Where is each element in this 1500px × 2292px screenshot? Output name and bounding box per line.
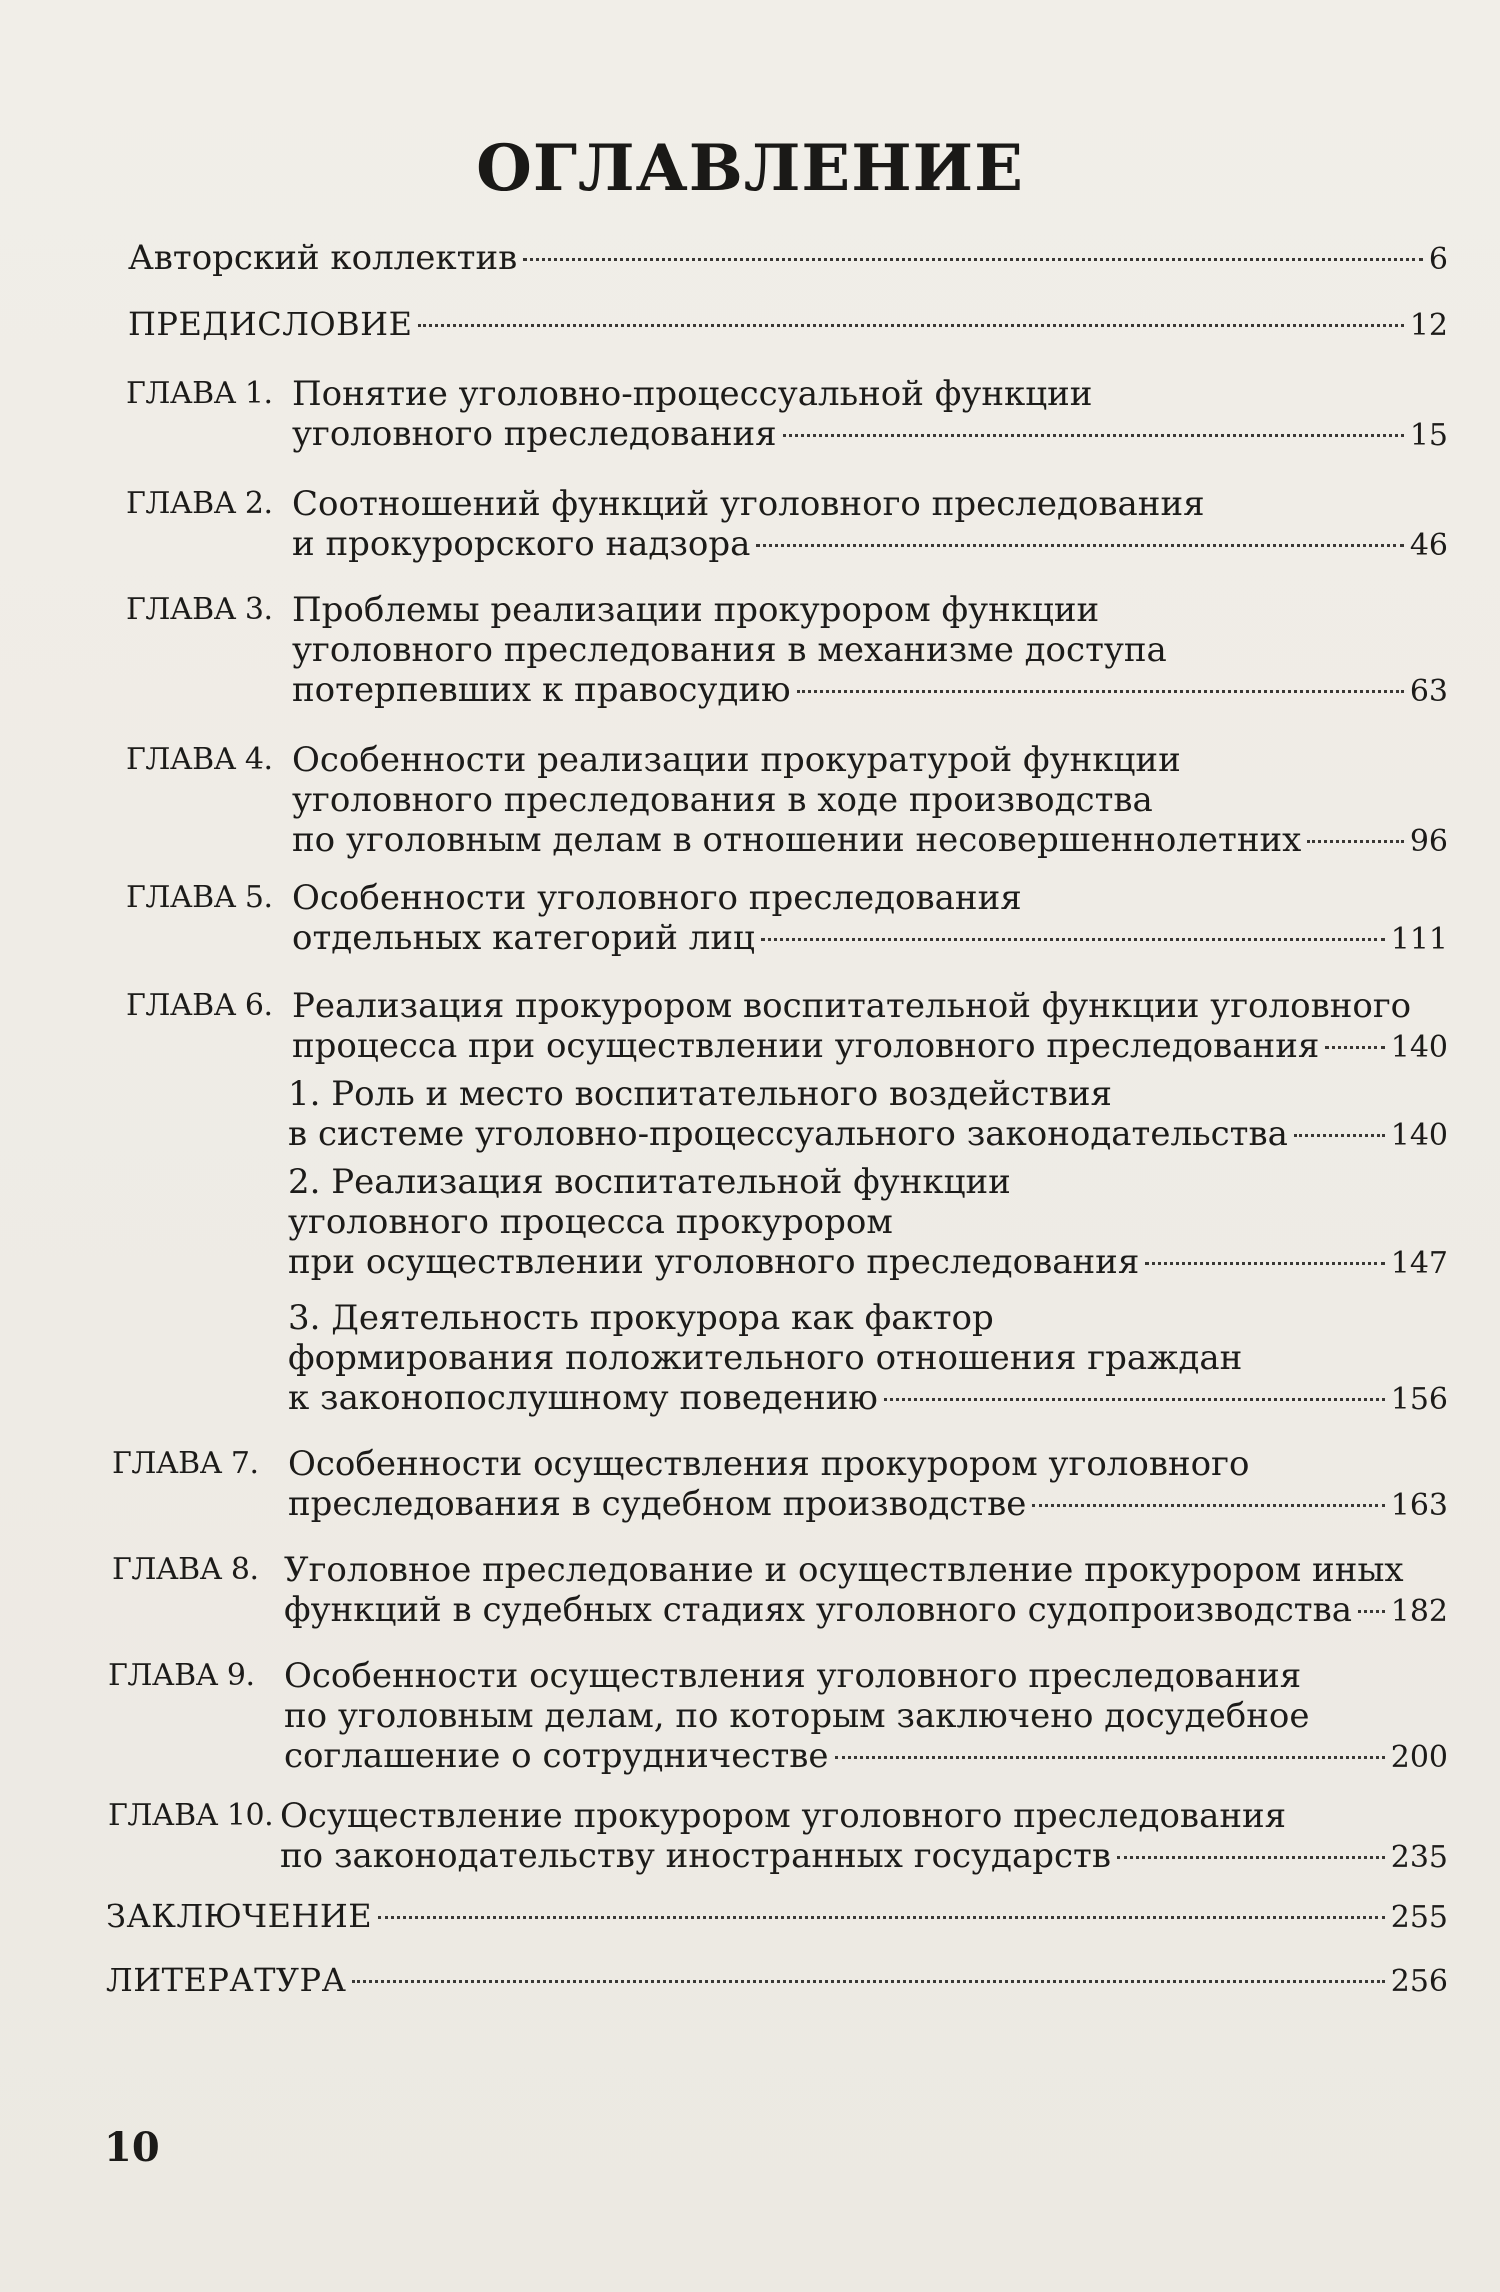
toc-entry-line: уголовного преследования в механизме доступа <box>292 630 1167 670</box>
page-number: 10 <box>104 2124 160 2171</box>
toc-entry-line: уголовного процесса прокурором <box>288 1202 893 1242</box>
dot-leader <box>1117 1856 1385 1859</box>
toc-entry-last-line <box>288 1242 1448 1284</box>
chapter-label: ГЛАВА 8. <box>112 1552 259 1587</box>
toc-entry-line: Проблемы реализации прокурором функции <box>292 590 1100 630</box>
toc-page-number: 235 <box>1390 1840 1448 1875</box>
toc-page-number: 96 <box>1409 824 1448 859</box>
toc-entry-line: преследования в судебном производстве <box>288 1484 1027 1524</box>
dot-leader <box>1358 1610 1385 1613</box>
toc-entry-line: 3. Деятельность прокурора как фактор <box>288 1298 994 1338</box>
toc-entry-line: Понятие уголовно-процессуальной функции <box>292 374 1093 414</box>
dot-leader <box>884 1398 1385 1401</box>
toc-entry-line: ЗАКЛЮЧЕНИЕ <box>106 1897 373 1935</box>
toc-page-number: 140 <box>1390 1030 1448 1065</box>
toc-entry-last-line <box>128 304 1448 346</box>
dot-leader <box>1294 1134 1385 1137</box>
toc-entry-last-line <box>284 1590 1448 1632</box>
chapter-label: ГЛАВА 7. <box>112 1446 259 1481</box>
dot-leader <box>835 1756 1385 1759</box>
toc-page-number: 163 <box>1390 1488 1448 1523</box>
toc-entry-line: в системе уголовно-процессуального законодательства <box>288 1114 1288 1154</box>
dot-leader <box>1307 840 1403 843</box>
dot-leader <box>378 1916 1385 1919</box>
toc-entry-line: формирования положительного отношения граждан <box>288 1338 1243 1378</box>
chapter-label: ГЛАВА 4. <box>126 742 273 777</box>
toc-entry-line: Особенности осуществления уголовного преследования <box>284 1656 1302 1696</box>
toc-page-number: 46 <box>1409 528 1448 563</box>
toc-entry-line: по уголовным делам, по которым заключено досудебное <box>284 1696 1310 1736</box>
dot-leader <box>523 258 1423 261</box>
toc-entry-line: процесса при осуществлении уголовного преследования <box>292 1026 1320 1066</box>
toc-entry-last-line <box>106 1960 1448 2002</box>
dot-leader <box>797 690 1404 693</box>
toc-entry-line: отдельных категорий лиц <box>292 918 755 958</box>
toc-entry-last-line <box>292 918 1448 960</box>
toc-page-number: 200 <box>1390 1740 1448 1775</box>
toc-entry-line: Особенности осуществления прокурором уголовного <box>288 1444 1250 1484</box>
toc-page-number: 156 <box>1390 1382 1448 1417</box>
chapter-label: ГЛАВА 9. <box>108 1658 255 1693</box>
toc-page-number: 6 <box>1428 242 1448 277</box>
toc-entry-line: 2. Реализация воспитательной функции <box>288 1162 1011 1202</box>
chapter-label: ГЛАВА 6. <box>126 988 273 1023</box>
toc-entry-last-line <box>292 820 1448 862</box>
dot-leader <box>1145 1262 1384 1265</box>
chapter-label: ГЛАВА 1. <box>126 376 273 411</box>
toc-entry-line: и прокурорского надзора <box>292 524 751 564</box>
toc-page-number: 147 <box>1390 1246 1448 1281</box>
toc-entry-last-line <box>292 670 1448 712</box>
toc-entry-last-line <box>288 1114 1448 1156</box>
toc-entry-line: 1. Роль и место воспитательного воздействия <box>288 1074 1112 1114</box>
dot-leader <box>418 324 1403 327</box>
toc-page-number: 182 <box>1390 1594 1448 1629</box>
toc-entry-line: ЛИТЕРАТУРА <box>106 1961 347 1999</box>
toc-entry-line: уголовного преследования в ходе производства <box>292 780 1153 820</box>
toc-entry-last-line <box>288 1484 1448 1526</box>
chapter-label: ГЛАВА 2. <box>126 486 273 521</box>
toc-entry-line: уголовного преследования <box>292 414 777 454</box>
toc-entry-last-line <box>292 1026 1448 1068</box>
toc-entry-last-line <box>292 524 1448 566</box>
toc-entry-line: соглашение о сотрудничестве <box>284 1736 829 1776</box>
dot-leader <box>783 434 1404 437</box>
toc-page-number: 63 <box>1409 674 1448 709</box>
toc-entry-line: по уголовным делам в отношении несовершеннолетних <box>292 820 1302 860</box>
toc-page-number: 140 <box>1390 1118 1448 1153</box>
toc-entry-line: Особенности реализации прокуратурой функции <box>292 740 1181 780</box>
toc-entry-line: Осуществление прокурором уголовного преследования <box>280 1796 1287 1836</box>
dot-leader <box>761 938 1385 941</box>
toc-entry-line: по законодательству иностранных государств <box>280 1836 1111 1876</box>
dot-leader <box>1325 1046 1384 1049</box>
toc-entry-line: Соотношений функций уголовного преследования <box>292 484 1205 524</box>
chapter-label: ГЛАВА 3. <box>126 592 273 627</box>
dot-leader <box>756 544 1403 547</box>
toc-entry-line: Реализация прокурором воспитательной функции уголовного <box>292 986 1412 1026</box>
toc-entry-line: потерпевших к правосудию <box>292 670 791 710</box>
dot-leader <box>352 1980 1384 1983</box>
toc-entry-line: Уголовное преследование и осуществление прокурором иных <box>284 1550 1404 1590</box>
toc-entry-last-line <box>106 1896 1448 1938</box>
page-title: ОГЛАВЛЕНИЕ <box>476 130 1024 206</box>
toc-entry-last-line <box>288 1378 1448 1420</box>
toc-entry-line: Авторский коллектив <box>128 238 518 278</box>
toc-page-number: 256 <box>1390 1964 1448 1999</box>
toc-entry-line: при осуществлении уголовного преследования <box>288 1242 1140 1282</box>
toc-entry-line: Особенности уголовного преследования <box>292 878 1022 918</box>
toc-page-number: 15 <box>1409 418 1448 453</box>
toc-entry-last-line <box>292 414 1448 456</box>
toc-entry-line: функций в судебных стадиях уголовного судопроизводства <box>284 1590 1352 1630</box>
toc-entry-last-line <box>284 1736 1448 1778</box>
toc-page-number: 111 <box>1390 922 1448 957</box>
toc-entry-last-line <box>128 238 1448 280</box>
dot-leader <box>1032 1504 1384 1507</box>
chapter-label: ГЛАВА 5. <box>126 880 273 915</box>
toc-entry-last-line <box>280 1836 1448 1878</box>
toc-page-number: 255 <box>1390 1900 1448 1935</box>
toc-entry-line: к законопослушному поведению <box>288 1378 878 1418</box>
toc-entry-line: ПРЕДИСЛОВИЕ <box>128 305 413 343</box>
toc-page-number: 12 <box>1409 308 1448 343</box>
chapter-label: ГЛАВА 10. <box>108 1798 274 1833</box>
